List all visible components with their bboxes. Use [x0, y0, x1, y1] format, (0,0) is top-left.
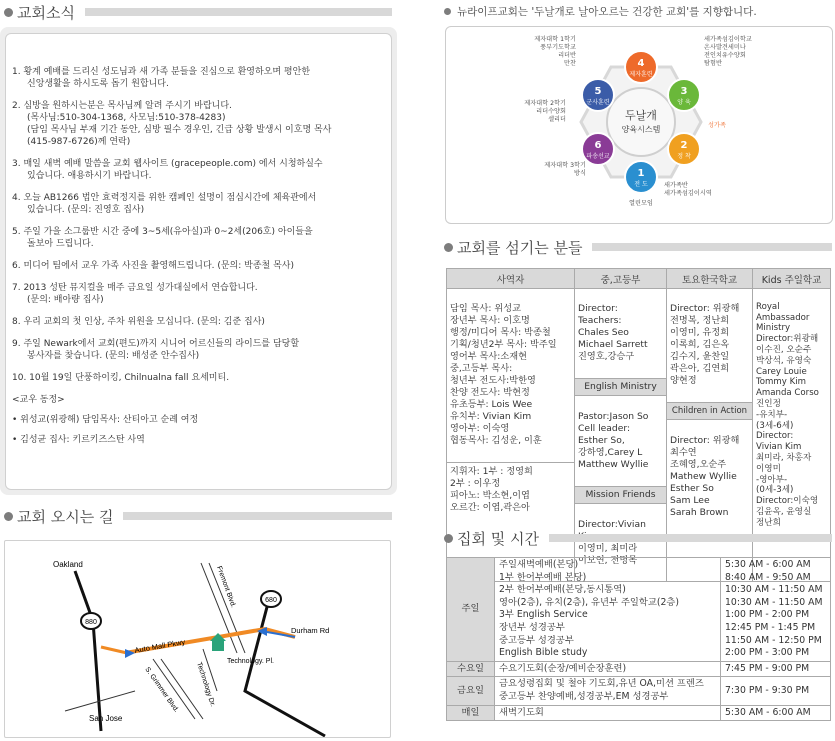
grimmer-label: S. Grimmer Blvd. — [143, 666, 180, 714]
english-ministry-header: English Ministry — [575, 378, 666, 396]
auto-mall-label: Auto Mall Pkwy — [133, 637, 186, 655]
node-number: 5 — [594, 86, 602, 97]
node-number: 3 — [680, 86, 688, 97]
day-cell: 금요일 — [447, 677, 495, 705]
hwy-880-label: 880 — [85, 619, 97, 626]
news-item: 10. 10월 19일 단풍하이킹, Chilnualna fall 요세미티. — [12, 373, 230, 383]
choir-list: 지휘자: 1부 : 정영희 2부 : 이우정 피아노: 박소현,이엽 오르간: 이엽,곽은아 — [447, 462, 574, 514]
node-name: 전 도 — [634, 181, 648, 188]
schedule-row — [447, 558, 831, 662]
news-item: 2. 심방을 원하시는분은 목사님께 알려 주시기 바랍니다. (목사님:510-304-1368, 사모님:510-378-4283) (담임 목사님 부재 기간 동안, 심방 필수 경우인, 긴급 상황 발생시 이호명 목사 (415-987-6726)께 연락) — [12, 101, 332, 147]
members-item: • 김성균 집사: 키르키즈스탄 사역 — [12, 435, 145, 445]
schedule-row — [447, 677, 831, 705]
map-svg — [5, 541, 390, 737]
durham-label: Durham Rd — [291, 626, 330, 635]
center-title: 두날개 — [625, 109, 657, 122]
kids-list: Royal Ambassador Ministry Director:위광해 이수진, 오순주 박상석, 유영숙 Carey Louie Tommy Kim Amanda Corso 진인정 -유치부- (3세-6세) Director: Vivian Kim 최미라, 차홍자 이영미 -영아부- (0세-3세) Director:이숙영 김윤옥, 윤영실 정난희 — [756, 301, 819, 528]
node-number: 4 — [637, 58, 645, 69]
center-circle — [607, 88, 675, 156]
directions-section-header — [4, 506, 392, 526]
node-number: 2 — [680, 140, 688, 151]
table-header: 토요한국학교 — [667, 269, 753, 289]
news-item: 1. 황계 예배를 드리신 성도님과 새 가족 분들을 진심으로 환영하오며 평안한 신앙생활을 하시도록 돕기 원합니다. — [12, 67, 311, 89]
day-cell: 수요일 — [447, 661, 495, 677]
header-bar — [85, 8, 392, 16]
news-title: 교회소식 — [17, 3, 75, 22]
diagram-label-bottom-right: 새가족반 세가족섬김이시역 — [664, 182, 712, 197]
church-icon — [212, 641, 224, 651]
schedule-row — [447, 705, 831, 721]
time-cell: 7:30 PM - 9:30 PM — [721, 677, 831, 705]
table-header: Kids 주일학교 — [753, 269, 831, 289]
serve-section-header — [444, 237, 832, 257]
service-cell: 새벽기도회 — [495, 705, 721, 721]
bullet-icon — [444, 534, 453, 543]
bullet-icon — [444, 243, 453, 252]
diagram-svg — [446, 27, 832, 223]
header-bar — [549, 534, 832, 542]
schedule-row — [447, 661, 831, 677]
node-name: 양 육 — [677, 99, 691, 106]
members-item: • 위성교(위광해) 담임목사: 산티아고 순례 여정 — [12, 415, 199, 425]
hwy-680-label: 680 — [265, 597, 277, 604]
oakland-label: Oakland — [53, 560, 83, 569]
node-name: 파송선교 — [586, 153, 610, 160]
news-section-header — [4, 2, 392, 22]
news-item: 5. 주일 가을 소그룹반 시간 중에 3~5세(유아실)과 0~2세(206호) 아이들을 돌보아 드립니다. — [12, 227, 313, 249]
center-subtitle: 양육시스템 — [621, 125, 661, 134]
table-header: 사역자 — [447, 269, 575, 289]
news-item: 4. 오늘 AB1266 법안 효력정지를 위한 캠페인 설명이 점심시간에 체육관에서 있습니다. (문의: 진영호 집사) — [12, 193, 317, 215]
diagram-label-top-right: 세가족섬김이학교 온사발견세미나 전인치유수양회 탐험반 — [704, 36, 752, 67]
news-list — [12, 66, 382, 454]
table-header: 중,고등부 — [575, 269, 667, 289]
node-number: 6 — [594, 140, 602, 151]
time-cell: 5:30 AM - 6:00 AM — [721, 705, 831, 721]
serve-title: 교회를 섬기는 분들 — [457, 238, 583, 257]
map-box — [4, 540, 391, 738]
times-section-header — [444, 528, 832, 548]
bullet-icon — [444, 8, 451, 15]
members-title: <교우 동정> — [12, 395, 65, 405]
day-cell: 주일 — [447, 558, 495, 662]
directions-title: 교회 오시는 길 — [17, 507, 114, 526]
diagram-label-bottom-left: 제자대학 3학기 방식 — [544, 162, 586, 177]
header-bar — [123, 512, 392, 520]
em-list: Pastor:Jason So Cell leader: Esther So, 강하영,Carey L Matthew Wyllie — [578, 411, 649, 470]
day-cell: 매일 — [447, 705, 495, 721]
node-name: 정 착 — [677, 153, 691, 160]
header-bar — [592, 243, 832, 251]
news-item: 3. 매일 새벽 예배 말씀을 교회 웹사이트 (gracepeople.com) 에서 시청하실수 있습니다. 애용하시기 바랍니다. — [12, 159, 323, 181]
service-cell: 수요기도회(순장/예비순장훈련) — [495, 661, 721, 677]
bullet-icon — [4, 8, 13, 17]
cia-list: Director: 위광해 최수연 조혜영,오순주 Mathew Wyllie Esther So Sam Lee Sarah Brown — [670, 435, 740, 518]
times-title: 집회 및 시간 — [457, 529, 539, 548]
time-cell: 5:30 AM - 6:00 AM 8:40 AM - 9:50 AM 10:30 AM - 11:50 AM 10:30 AM - 11:50 AM 1:00 PM - 2:00 PM 12:45 PM - 1:45 PM 11:50 AM - 12:50 PM 2:00 PM - 3:00 PM — [721, 558, 831, 662]
node-number: 1 — [637, 168, 645, 179]
technology-dr-label: Technology Dr. — [195, 661, 217, 708]
diagram-label-mid-left: 제자대학 2학기 리더수양회 셀리더 — [524, 100, 566, 123]
node-name: 군사훈련 — [586, 99, 610, 106]
news-item: 7. 2013 성탄 뮤지컬을 매주 금요일 성가대실에서 연습합니다. (문의: 배아량 집사) — [12, 283, 258, 305]
pastor-list: 담임 목사: 위성교 장년부 목사: 이호명 행정/미디어 목사: 박종철 기획/청년2부 목사: 박주일 영어부 목사:소재현 중,고등부 목사: 청년부 전도사:박한영 찬양 전도사: 박현정 유초등부: Lois Wee 유치부: Vivian Kim 영아부: 이숙영 협동목사: 김성운, 이훈 — [450, 303, 557, 446]
diagram-label-bottom: 열린모임 — [629, 200, 653, 207]
service-cell: 금요성령집회 및 철야 기도회,유년 OA,미션 프렌즈 중고등부 찬양예배,성경공부,EM 성경공부 — [495, 677, 721, 705]
diagram-label-right-mid: 성가족 — [708, 122, 726, 129]
youth-list: Director: Teachers: Chales Seo Michael Sarrett 진영호,강승구 — [578, 303, 648, 362]
service-cell: 주일새벽예배(본당) 1부 한어부예배 본당) 2부 한어부예배(본당,동시통역) 영아(2층), 유치(2층), 유년부 주일학교(2층) 3부 English Service 장년부 성경공부 중고등부 성경공부 English Bible study — [495, 558, 721, 662]
news-item: 9. 주일 Newark에서 교회(편도)까지 시니어 어르신들의 라이드를 담당할 봉사자를 찾습니다. (문의: 배성준 안수집사) — [12, 339, 300, 361]
bullet-icon — [4, 512, 13, 521]
san-jose-label: San Jose — [89, 714, 123, 723]
node-name: 제자훈련 — [629, 71, 653, 78]
news-item: 8. 우리 교회의 첫 인상, 주차 위원을 모십니다. (문의: 김준 집사) — [12, 317, 265, 327]
korean-school-list: Director: 위광해 전명복, 정난희 이영미, 유정희 이록희, 김은옥 김수지, 윤찬일 곽은아, 김연희 양현정 — [670, 303, 740, 386]
fremont-label: Fremont Blvd. — [215, 565, 237, 609]
technology-pl-label: Technology. Pl. — [227, 658, 274, 665]
mf-list: Director:Vivian 이영미, 최미라 이보연, 전명목 — [578, 519, 646, 566]
diagram-label-top-left: 제자대학 1학기 풍부기도학교 리더반 만찬 — [534, 36, 576, 67]
motto-text: 뉴라이프교회는 '두날개로 날아오르는 건강한 교회'를 지향합니다. — [457, 5, 757, 18]
children-in-action-header: Children in Action — [667, 402, 752, 420]
news-item: 6. 미디어 팀에서 교우 가족 사진을 촬영해드립니다. (문의: 박종철 목사) — [12, 261, 294, 271]
motto-row — [444, 4, 834, 18]
schedule-table — [446, 557, 831, 721]
mission-friends-header: Mission Friends — [575, 486, 666, 504]
wing-system-diagram — [445, 26, 833, 224]
time-cell: 7:45 PM - 9:00 PM — [721, 661, 831, 677]
staff-header-row — [447, 269, 831, 289]
